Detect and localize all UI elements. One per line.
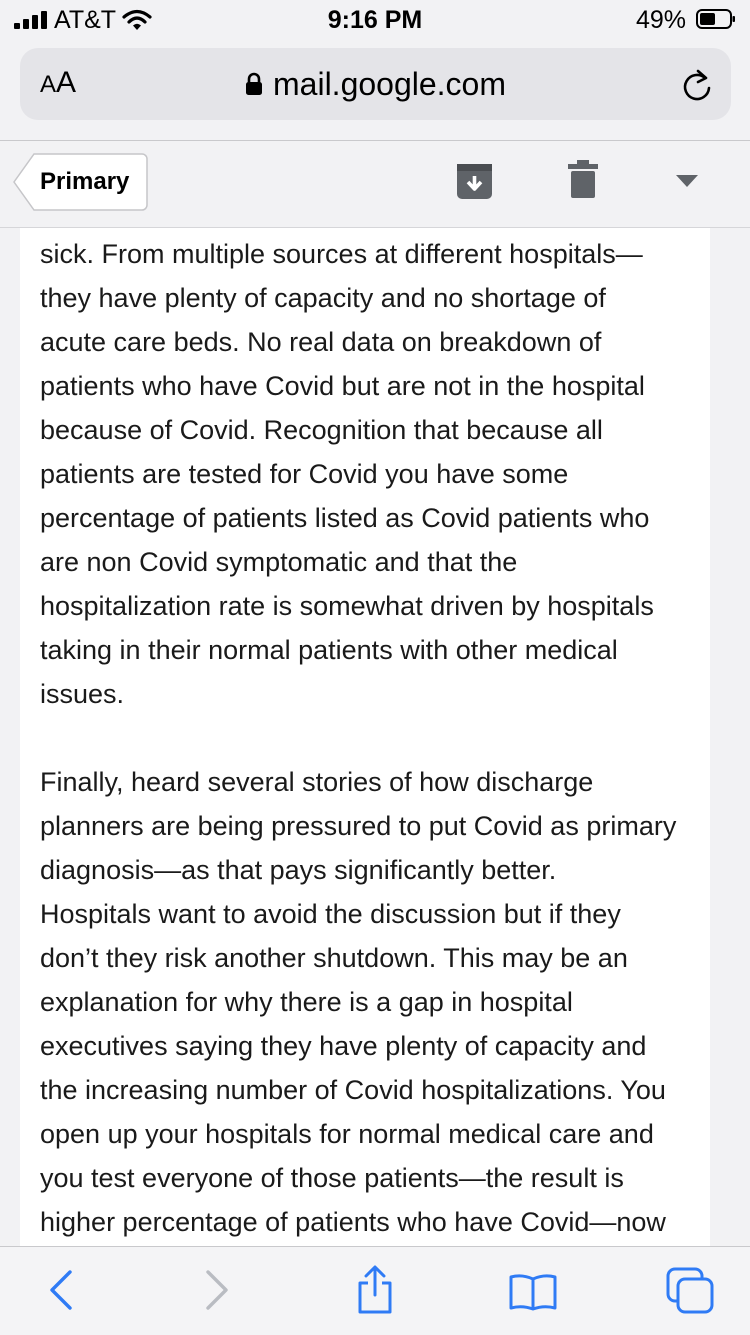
email-paragraph: Finally, heard several stories of how discharge planners are being pressured to put Covid as primary diagnosis—as that pays significantly better. Hospitals want to avoid the discussion but if they don’t they risk another shutdown. This may be an explanation for why there is a gap in hospital executives saying they have plenty of capacity and the increasing number of Covid hospitalizations. You open up your hospitals for normal medical care and you test everyone of those patients—the result is higher percentage of patients who have Covid—now xyxy=(40,767,677,1237)
safari-bottom-toolbar xyxy=(0,1246,750,1335)
status-bar xyxy=(0,0,750,42)
forward-arrow-icon[interactable] xyxy=(204,1269,230,1311)
url-display[interactable] xyxy=(20,66,731,103)
trash-icon[interactable] xyxy=(568,159,598,199)
text-size-button[interactable]: AA xyxy=(40,66,77,99)
archive-icon[interactable] xyxy=(456,163,493,200)
gmail-toolbar xyxy=(0,141,750,228)
lock-icon xyxy=(245,72,263,96)
url-text: mail.google.com xyxy=(273,66,506,102)
battery-icon xyxy=(696,9,736,29)
bookmarks-icon[interactable] xyxy=(508,1273,558,1311)
back-button-label: Primary xyxy=(40,168,130,195)
battery-percentage: 49% xyxy=(635,6,686,34)
share-icon[interactable] xyxy=(354,1265,396,1315)
reload-icon[interactable] xyxy=(681,68,713,102)
email-paragraph: sick. From multiple sources at different hospitals— they have plenty of capacity and no shortage of acute care beds. No real data on breakdown of patients who have Covid but are not in the hospital because of Covid. Recognition that because all patients are tested for Covid you have some percentage of patients listed as Covid patients who are non Covid symptomatic and that the hospitalization rate is somewhat driven by hospitals taking in their normal patients with other medical issues. xyxy=(40,239,654,709)
chevron-down-icon[interactable] xyxy=(676,175,698,187)
address-bar[interactable] xyxy=(20,48,731,120)
clock: 9:16 PM xyxy=(327,6,423,34)
back-arrow-icon[interactable] xyxy=(48,1269,74,1311)
tabs-icon[interactable] xyxy=(666,1267,716,1315)
email-body xyxy=(20,228,710,1246)
back-to-primary-button[interactable] xyxy=(12,153,147,210)
carrier-name: AT&T xyxy=(54,6,117,34)
